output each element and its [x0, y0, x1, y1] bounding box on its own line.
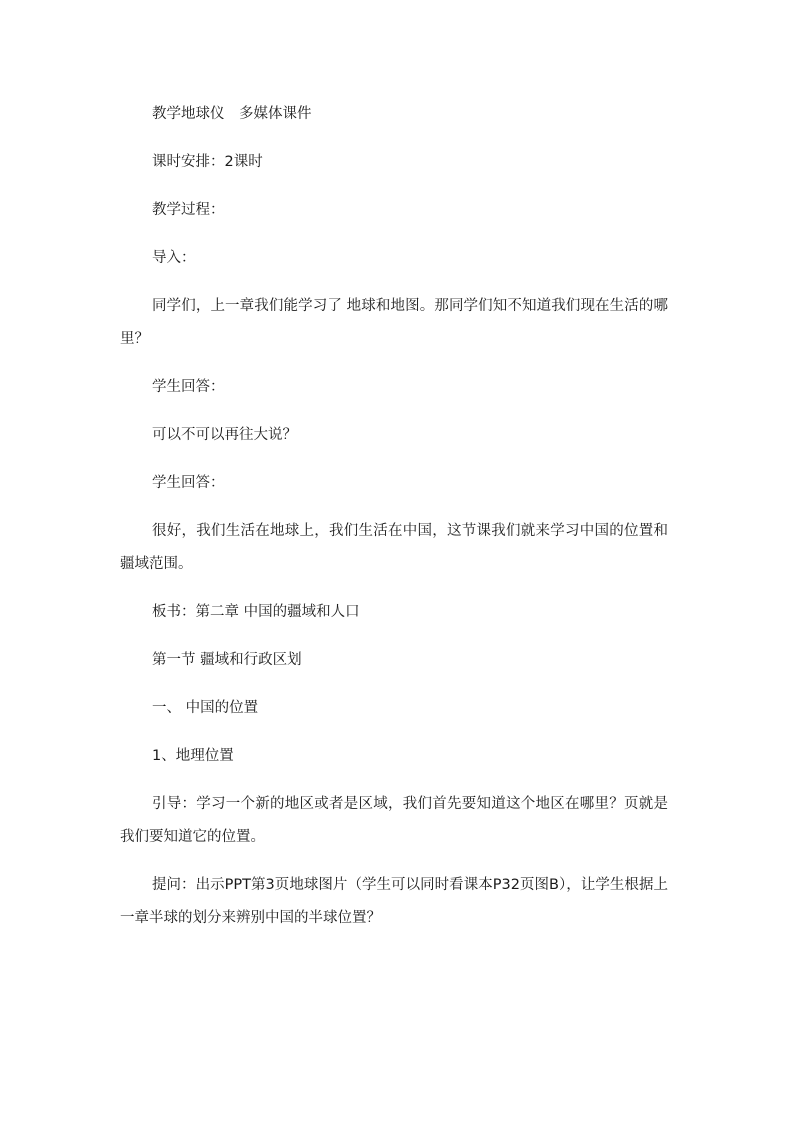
document-body	[120, 98, 668, 950]
paragraph-heading-location: 一、 中国的位置	[152, 700, 259, 716]
paragraph-lesson-intro: 很好，我们生活在地球上，我们生活在中国，这节课我们就来学习中国的位置和疆域范围。	[120, 523, 668, 572]
paragraph-geographic-location: 1、地理位置	[152, 748, 234, 764]
paragraph-question-where: 同学们，上一章我们能学习了 地球和地图。那同学们知不知道我们现在生活的哪里？	[120, 298, 668, 347]
paragraph-lesson-hours: 课时安排：2课时	[152, 154, 263, 170]
paragraph-question-hemisphere: 提问：出示PPT第3页地球图片（学生可以同时看课本P32页图B），让学生根据上一章半球的划分来辨别中国的半球位置？	[120, 877, 668, 926]
paragraph-question-bigger: 可以不可以再往大说？	[152, 427, 297, 443]
paragraph-board-chapter: 板书：第二章 中国的疆域和人口	[152, 604, 360, 620]
paragraph-teaching-process: 教学过程：	[152, 202, 225, 218]
paragraph-guidance: 引导：学习一个新的地区或者是区域，我们首先要知道这个地区在哪里？页就是我们要知道它的位置。	[120, 796, 668, 845]
paragraph-student-answer-1: 学生回答：	[152, 379, 225, 395]
paragraph-teaching-aids: 教学地球仪 多媒体课件	[152, 106, 312, 122]
paragraph-student-answer-2: 学生回答：	[152, 475, 225, 491]
paragraph-section-title: 第一节 疆域和行政区划	[152, 652, 302, 668]
paragraph-introduction: 导入：	[152, 250, 196, 266]
